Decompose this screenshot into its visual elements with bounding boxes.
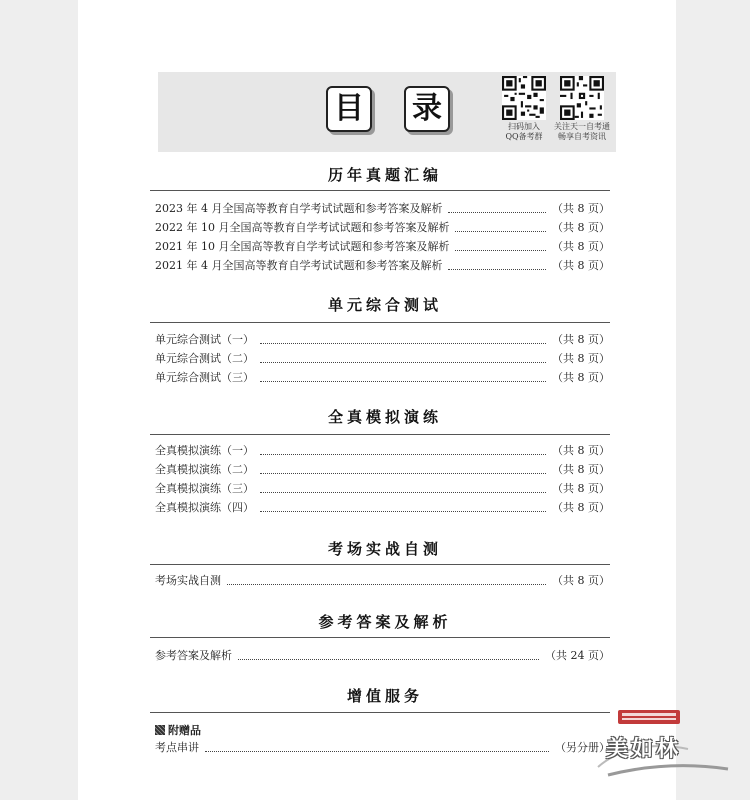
section-divider [150,190,610,191]
toc-entry[interactable] [155,479,610,497]
toc-entry-title: 单元综合测试（三） [155,371,254,384]
toc-entry-pages: （共 8 页） [552,202,610,215]
toc-entry[interactable] [155,646,610,664]
section-divider [150,322,610,323]
toc-entry-pages: （共 8 页） [552,463,610,476]
toc-entry-title: 全真模拟演练（一） [155,444,254,457]
toc-entry[interactable] [155,330,610,348]
toc-entry-pages: （共 8 页） [552,501,610,514]
leader-dots [260,454,546,455]
leader-dots [205,751,549,752]
section-title-unit-tests: 单元综合测试 [327,296,442,314]
leader-dots [260,473,546,474]
toc-entry[interactable] [155,199,610,217]
toc-entry-title: 2022 年 10 月全国高等教育自学考试试题和参考答案及解析 [155,221,450,234]
toc-entry-title: 考场实战自测 [155,574,221,587]
toc-entry-title: 2021 年 4 月全国高等教育自学考试试题和参考答案及解析 [155,259,443,272]
qr-left-caption-line-1: 扫码加入 [508,122,540,131]
toc-entry-pages: （共 8 页） [552,352,610,365]
leader-dots [448,269,546,270]
wechat-qr-caption [550,122,614,142]
toc-entry-title: 2021 年 10 月全国高等教育自学考试试题和参考答案及解析 [155,240,450,253]
leader-dots [455,231,546,232]
toc-entry-title: 全真模拟演练（四） [155,501,254,514]
watermark-text: 美如林 [606,737,682,762]
leader-dots [260,343,546,344]
toc-entry[interactable] [155,460,610,478]
leader-dots [260,381,546,382]
gift-heading [155,722,201,738]
toc-entry-pages: （共 8 页） [552,371,610,384]
leader-dots [227,584,546,585]
section-divider [150,434,610,435]
qr-right-caption-line-2: 畅享自考资讯 [558,132,606,141]
toc-entry-pages: （共 8 页） [552,259,610,272]
section-title-answers: 参考答案及解析 [318,613,452,631]
toc-entry[interactable] [155,218,610,236]
qr-right-caption-line-1: 关注天一自考通 [554,122,610,131]
toc-entry-pages: （共 8 页） [552,482,610,495]
toc-entry[interactable] [155,738,610,756]
toc-entry-title: 2023 年 4 月全国高等教育自学考试试题和参考答案及解析 [155,202,443,215]
section-title-past-exams: 历年真题汇编 [327,166,442,184]
title-char-2: 录 [404,86,450,132]
leader-dots [260,511,546,512]
qq-group-qr-caption [492,122,556,142]
section-divider [150,712,610,713]
toc-entry-title: 单元综合测试（二） [155,352,254,365]
toc-entry[interactable] [155,498,610,516]
toc-entry-pages: （共 8 页） [552,574,610,587]
title-char-1: 目 [326,86,372,132]
gift-heading-text: 附赠品 [168,724,201,737]
toc-entry-title: 参考答案及解析 [155,649,232,662]
toc-entry-pages: （共 24 页） [545,649,610,662]
qq-group-qr-code [502,76,546,120]
toc-entry[interactable] [155,571,610,589]
leader-dots [260,492,546,493]
qr-left-caption-line-2: QQ备考群 [505,132,543,141]
toc-entry-title: 全真模拟演练（三） [155,482,254,495]
section-title-value-added: 增值服务 [346,687,423,705]
toc-entry[interactable] [155,256,610,274]
toc-entry[interactable] [155,237,610,255]
toc-entry[interactable] [155,349,610,367]
leader-dots [238,659,539,660]
toc-entry-title: 考点串讲 [155,741,199,754]
toc-entry-pages: （共 8 页） [552,240,610,253]
leader-dots [448,212,546,213]
leader-dots [260,362,546,363]
toc-entry[interactable] [155,441,610,459]
section-title-mock-exams: 全真模拟演练 [327,408,442,426]
wechat-qr-code [560,76,604,120]
section-divider [150,564,610,565]
section-title-exam-self-test: 考场实战自测 [327,540,442,558]
section-divider [150,637,610,638]
toc-entry-title: 全真模拟演练（二） [155,463,254,476]
leader-dots [455,250,546,251]
toc-entry-pages: （共 8 页） [552,221,610,234]
toc-entry-pages: （共 8 页） [552,333,610,346]
toc-entry-pages: （另分册） [555,741,610,754]
toc-entry[interactable] [155,368,610,386]
gift-marker-icon [155,725,165,735]
toc-entry-title: 单元综合测试（一） [155,333,254,346]
toc-entry-pages: （共 8 页） [552,444,610,457]
